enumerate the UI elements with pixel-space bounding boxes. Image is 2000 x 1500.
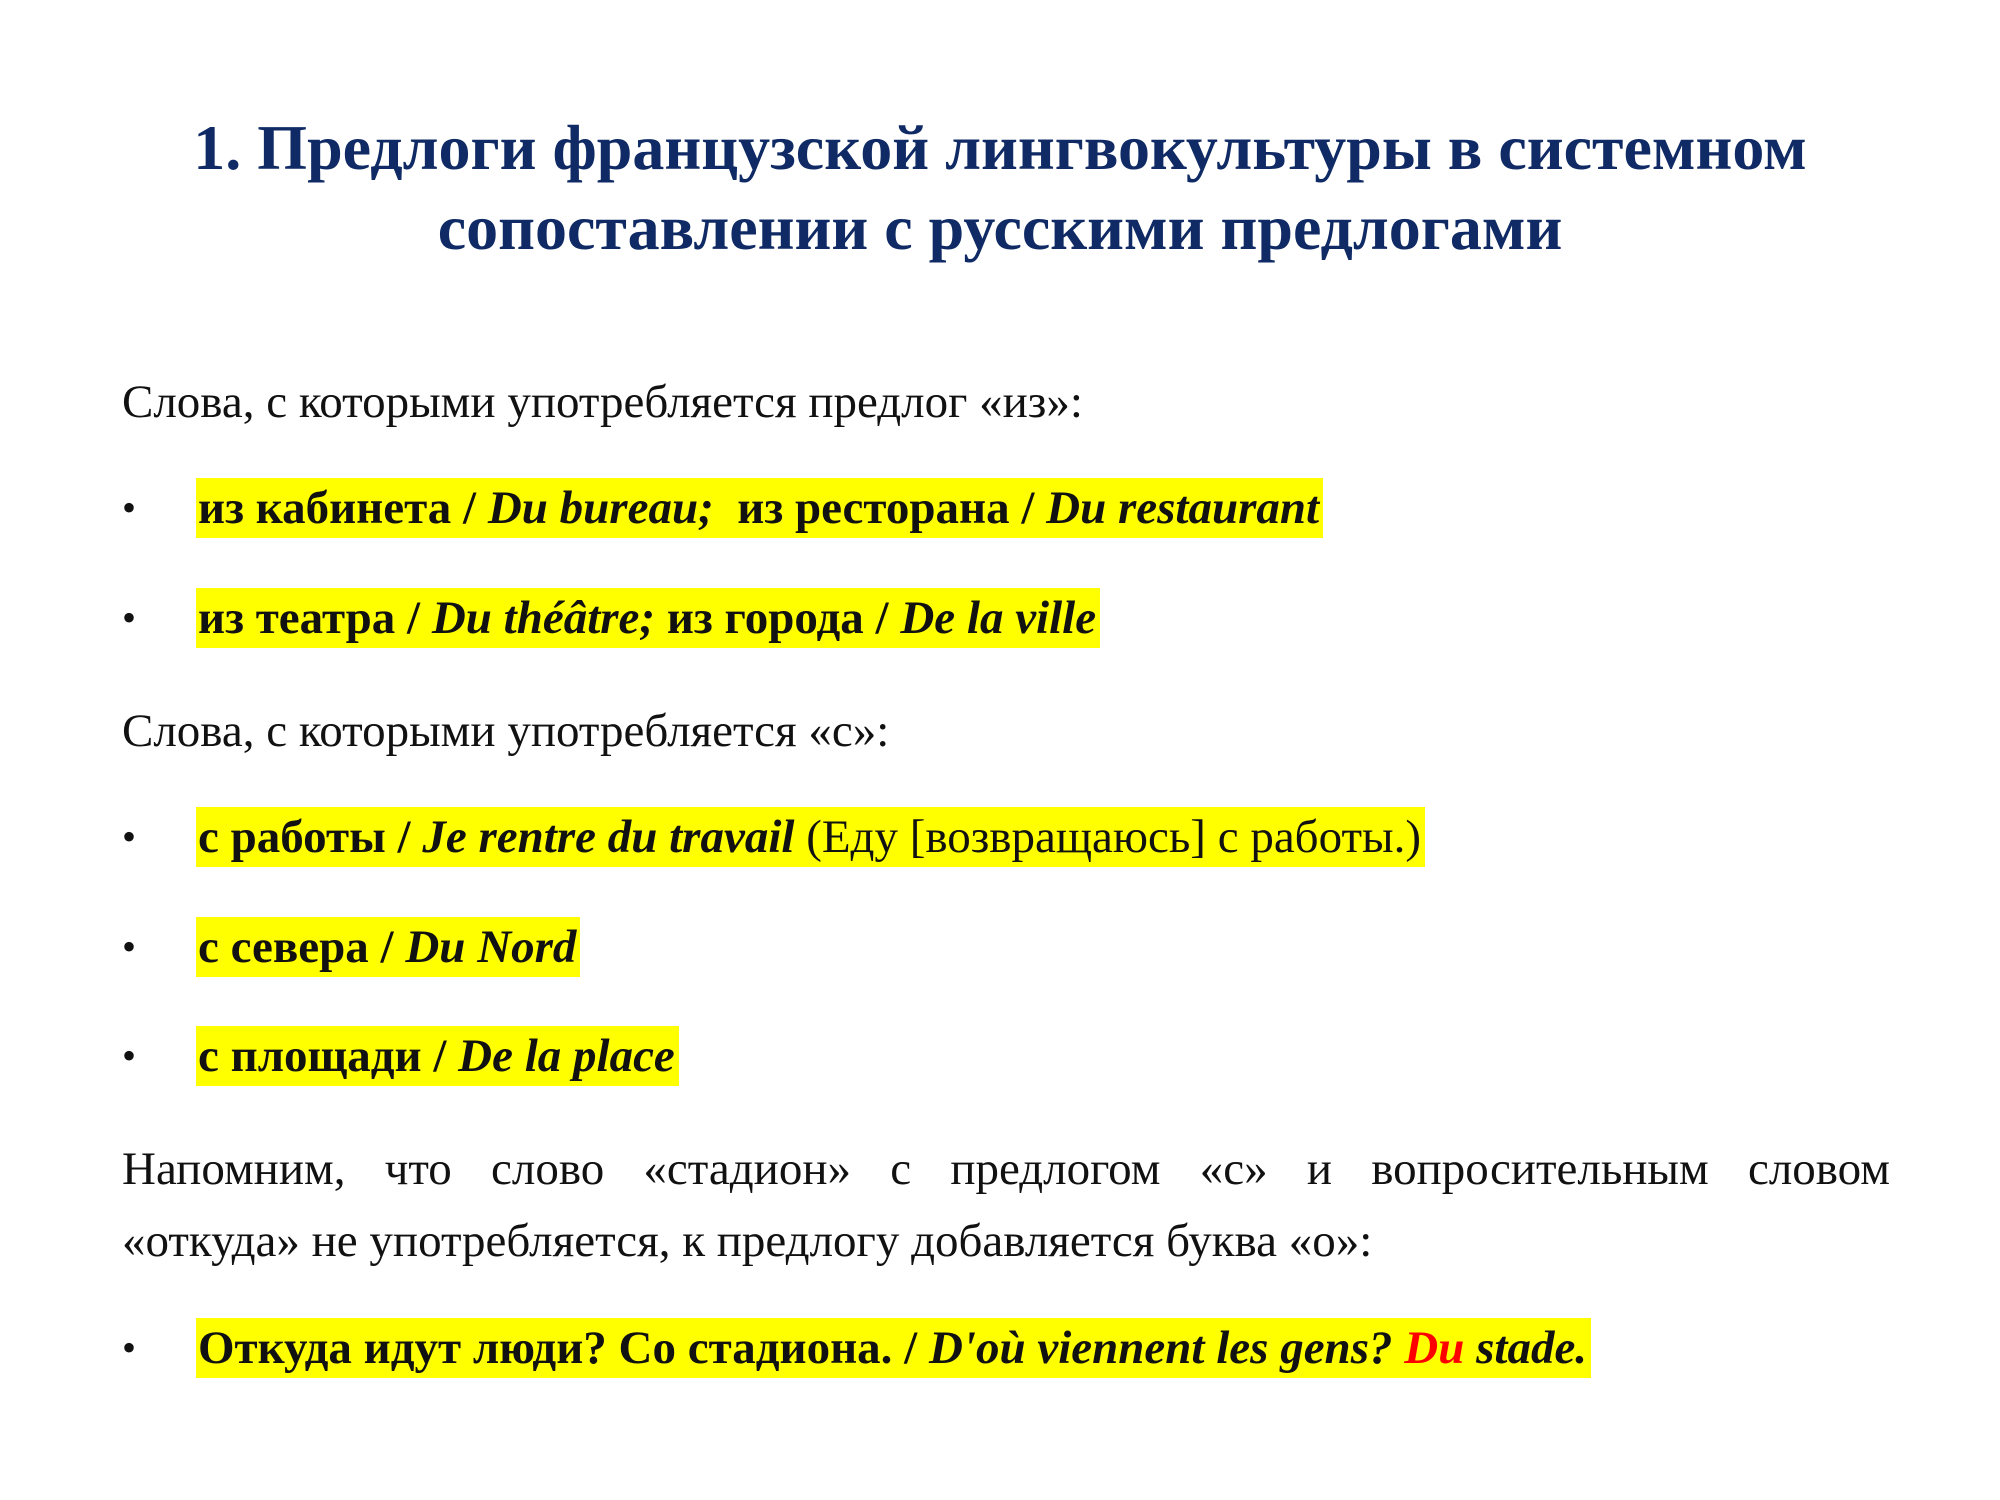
bullet-icon: • [122,924,137,969]
section-heading-s: Слова, с которыми употребляется «с»: [122,705,890,757]
bullet-icon: • [122,485,137,530]
french-phrase: Je rentre du travail [422,811,795,863]
highlighted-phrase [196,1026,679,1086]
french-phrase-end: stade. [1464,1322,1588,1374]
french-phrase: Du bureau; [487,482,714,534]
french-phrase: Du théâtre; [431,592,656,644]
reminder-line-1: Напомним, что слово «стадион» с предлогом «с» и вопросительным словом [122,1143,1890,1195]
highlighted-phrase [196,478,1323,538]
french-phrase: Du Nord [405,921,577,973]
bullet-icon: • [122,814,137,859]
translation-note: (Еду [возвращаюсь] с работы.) [794,811,1421,863]
russian-phrase: из кабинета / [198,482,488,534]
french-phrase: De la ville [900,592,1097,644]
russian-phrase: из города / [655,592,901,644]
french-phrase: Du restaurant [1046,482,1320,534]
reminder-line-2: «откуда» не употребляется, к предлогу добавляется буква «о»: [122,1215,1373,1267]
emphasized-word: Du [1404,1322,1465,1374]
slide-title-line-1: 1. Предлоги французской лингвокультуры в системном [193,112,1807,183]
french-phrase: De la place [458,1030,675,1082]
section-heading-iz: Слова, с которыми употребляется предлог «из»: [122,376,1083,428]
bullet-icon: • [122,595,137,640]
russian-phrase: из ресторана / [713,482,1047,534]
reminder-paragraph [122,1133,1890,1277]
slide-title [0,108,2000,268]
slide-title-line-2: сопоставлении с русскими предлогами [437,192,1563,263]
russian-phrase: с севера / [198,921,406,973]
russian-phrase: с работы / [198,811,423,863]
russian-phrase: из театра / [198,592,432,644]
french-phrase: D'où viennent les gens? [928,1322,1405,1374]
highlighted-phrase [196,917,580,977]
highlighted-phrase [196,588,1100,648]
bullet-icon: • [122,1033,137,1078]
russian-phrase: с площади / [198,1030,459,1082]
bullet-icon: • [122,1325,137,1370]
highlighted-phrase [196,1318,1591,1378]
russian-phrase: Откуда идут люди? Со стадиона. / [198,1322,929,1374]
highlighted-phrase [196,807,1425,867]
